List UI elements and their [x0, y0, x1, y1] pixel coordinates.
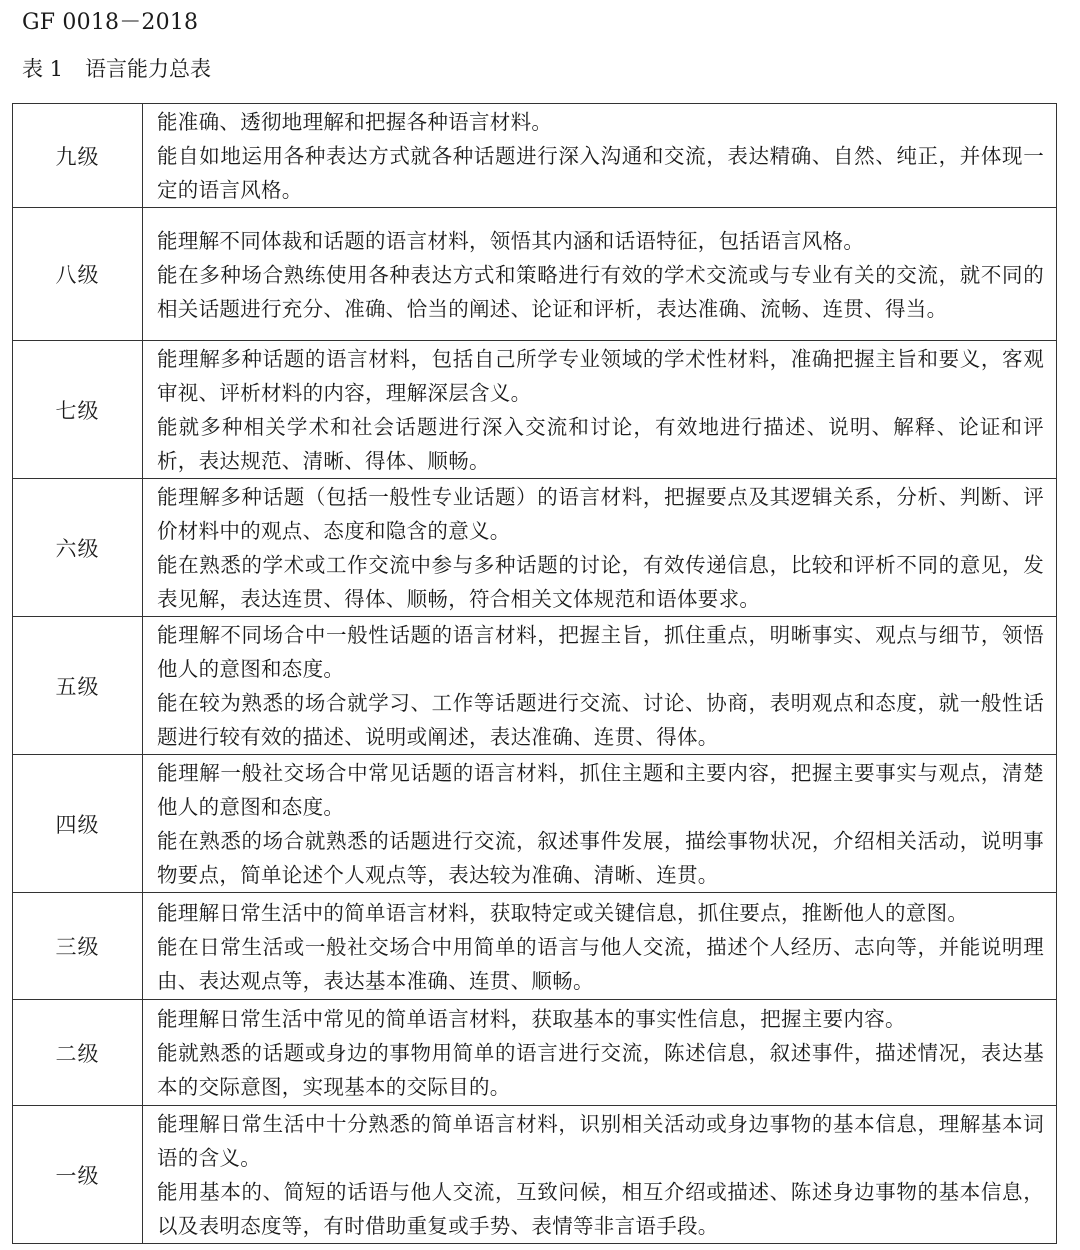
table-number: 表 1 — [22, 57, 64, 81]
description-line: 能理解不同场合中一般性话题的语言材料，把握主旨，抓住重点，明晰事实、观点与细节，领悟他人的意图和态度。 — [157, 623, 1044, 681]
description-line: 能准确、透彻地理解和把握各种语言材料。 — [157, 110, 553, 134]
description-line: 能理解日常生活中的简单语言材料，获取特定或关键信息，抓住要点，推断他人的意图。 — [157, 900, 969, 925]
description-line: 能理解日常生活中常见的简单语言材料，获取基本的事实性信息，把握主要内容。 — [157, 1007, 906, 1031]
description-line: 能在多种场合熟练使用各种表达方式和策略进行有效的学术交流或与专业有关的交流，就不同的相关话题进行充分、准确、恰当的阐述、论证和评析，表达准确、流畅、连贯、得当。 — [157, 262, 1044, 321]
table-row — [13, 208, 1057, 341]
description-line: 能理解不同体裁和话题的语言材料，领悟其内涵和话语特征，包括语言风格。 — [157, 228, 865, 253]
level-description — [143, 755, 1057, 893]
table-row — [13, 617, 1057, 755]
description-line: 能理解多种话题的语言材料，包括自己所学专业领域的学术性材料，准确把握主旨和要义，客观审视、评析材料的内容，理解深层含义。 — [157, 347, 1044, 405]
document-code: GF 0018－2018 — [22, 10, 199, 35]
level-description — [143, 893, 1057, 1000]
level-description — [143, 104, 1057, 208]
level-label: 二级 — [13, 1000, 143, 1106]
table-row — [13, 341, 1057, 479]
description-line: 能理解多种话题（包括一般性专业话题）的语言材料，把握要点及其逻辑关系，分析、判断、评价材料中的观点、态度和隐含的意义。 — [157, 485, 1044, 543]
table-title: 语言能力总表 — [85, 57, 212, 81]
level-description — [143, 208, 1057, 341]
level-description — [143, 341, 1057, 479]
table-row — [13, 479, 1057, 617]
description-line: 能自如地运用各种表达方式就各种话题进行深入沟通和交流，表达精确、自然、纯正，并体现一定的语言风格。 — [157, 144, 1044, 202]
description-line: 能在日常生活或一般社交场合中用简单的语言与他人交流，描述个人经历、志向等，并能说明理由、表达观点等，表达基本准确、连贯、顺畅。 — [157, 934, 1044, 993]
table-caption — [22, 54, 211, 84]
description-line: 能在熟悉的学术或工作交流中参与多种话题的讨论，有效传递信息，比较和评析不同的意见，发表见解，表达连贯、得体、顺畅，符合相关文体规范和语体要求。 — [157, 553, 1044, 611]
level-label: 一级 — [13, 1106, 143, 1244]
level-label: 三级 — [13, 893, 143, 1000]
table-row — [13, 1106, 1057, 1244]
table-row — [13, 1000, 1057, 1106]
level-description — [143, 479, 1057, 617]
level-label: 四级 — [13, 755, 143, 893]
level-label: 八级 — [13, 208, 143, 341]
description-line: 能用基本的、简短的话语与他人交流，互致问候，相互介绍或描述、陈述身边事物的基本信息，以及表明态度等，有时借助重复或手势、表情等非言语手段。 — [157, 1180, 1044, 1238]
level-description — [143, 617, 1057, 755]
description-line: 能就熟悉的话题或身边的事物用简单的语言进行交流，陈述信息，叙述事件，描述情况，表达基本的交际意图，实现基本的交际目的。 — [157, 1041, 1044, 1099]
level-description — [143, 1000, 1057, 1106]
level-description — [143, 1106, 1057, 1244]
description-line: 能就多种相关学术和社会话题进行深入交流和讨论，有效地进行描述、说明、解释、论证和评析，表达规范、清晰、得体、顺畅。 — [157, 415, 1044, 473]
table-row — [13, 755, 1057, 893]
level-label: 七级 — [13, 341, 143, 479]
level-label: 九级 — [13, 104, 143, 208]
description-line: 能理解日常生活中十分熟悉的简单语言材料，识别相关活动或身边事物的基本信息，理解基本词语的含义。 — [157, 1112, 1044, 1170]
language-ability-table — [12, 103, 1057, 1244]
description-line: 能在熟悉的场合就熟悉的话题进行交流，叙述事件发展，描绘事物状况，介绍相关活动，说明事物要点，简单论述个人观点等，表达较为准确、清晰、连贯。 — [157, 829, 1044, 887]
description-line: 能在较为熟悉的场合就学习、工作等话题进行交流、讨论、协商，表明观点和态度，就一般性话题进行较有效的描述、说明或阐述，表达准确、连贯、得体。 — [157, 691, 1044, 749]
level-label: 五级 — [13, 617, 143, 755]
table-row — [13, 893, 1057, 1000]
description-line: 能理解一般社交场合中常见话题的语言材料，抓住主题和主要内容，把握主要事实与观点，清楚他人的意图和态度。 — [157, 761, 1044, 819]
level-label: 六级 — [13, 479, 143, 617]
table-row — [13, 104, 1057, 208]
